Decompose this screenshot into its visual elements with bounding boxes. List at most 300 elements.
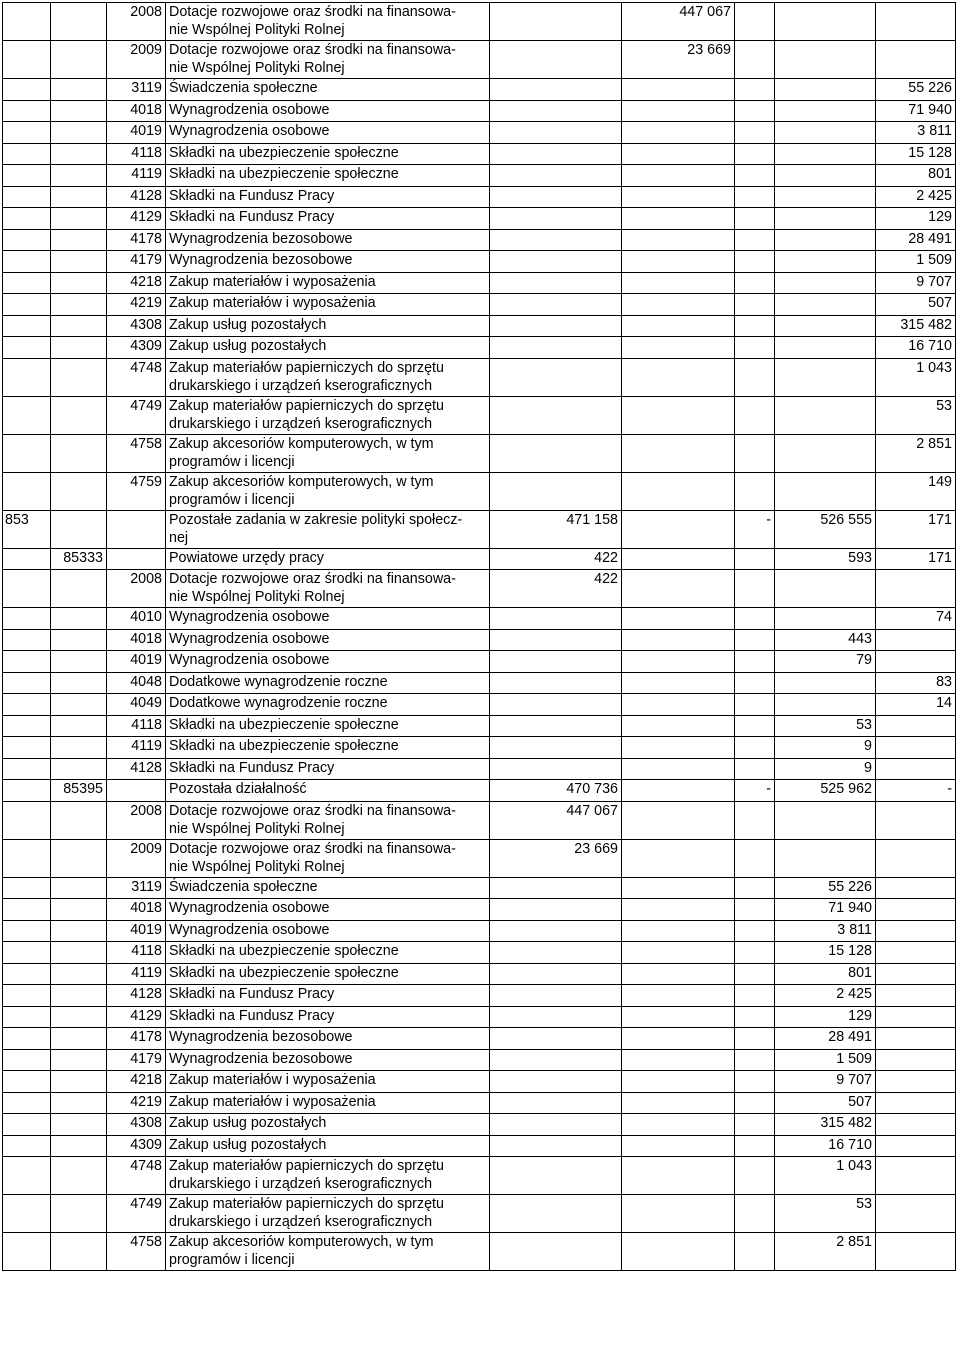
amount-col4-cell	[775, 315, 876, 337]
amount-col2-cell	[622, 1135, 735, 1157]
nazwa-line: Składki na Fundusz Pracy	[169, 759, 335, 776]
amount-col1-cell	[490, 396, 622, 434]
amount-col3-cell	[735, 548, 775, 570]
amount-col5-cell	[876, 758, 956, 780]
amount-col1-cell: 422	[490, 570, 622, 608]
table-row	[3, 337, 956, 359]
dzial-cell	[3, 570, 51, 608]
amount-col5-cell	[876, 1195, 956, 1233]
amount-col1-cell	[490, 79, 622, 101]
paragraf-cell: 4309	[107, 1135, 166, 1157]
rozdzial-cell	[51, 1028, 107, 1050]
amount-col5-cell: 149	[876, 472, 956, 510]
amount-col4-cell: 9 707	[775, 1071, 876, 1093]
amount-col1-cell	[490, 1195, 622, 1233]
nazwa-cell	[166, 1233, 490, 1271]
amount-col5-cell: 507	[876, 294, 956, 316]
amount-col2-cell	[622, 963, 735, 985]
table-body	[3, 3, 956, 1271]
nazwa-line: Zakup materiałów papierniczych do sprzętu	[169, 397, 444, 414]
nazwa-line: nie Wspólnej Polityki Rolnej	[169, 60, 345, 76]
nazwa-cell	[166, 963, 490, 985]
nazwa-cell	[166, 251, 490, 273]
amount-col1-cell	[490, 715, 622, 737]
rozdzial-cell	[51, 434, 107, 472]
table-row	[3, 229, 956, 251]
paragraf-cell: 2008	[107, 801, 166, 839]
rozdzial-cell	[51, 651, 107, 673]
paragraf-cell: 4179	[107, 251, 166, 273]
table-row	[3, 272, 956, 294]
amount-col3-cell	[735, 1135, 775, 1157]
dzial-cell	[3, 100, 51, 122]
nazwa-line: Składki na Fundusz Pracy	[169, 1007, 335, 1024]
nazwa-cell	[166, 165, 490, 187]
table-row	[3, 3, 956, 41]
rozdzial-cell	[51, 3, 107, 41]
rozdzial-cell	[51, 899, 107, 921]
amount-col5-cell	[876, 651, 956, 673]
dzial-cell	[3, 396, 51, 434]
amount-col5-cell: 315 482	[876, 315, 956, 337]
paragraf-cell: 4119	[107, 963, 166, 985]
table-row	[3, 1157, 956, 1195]
paragraf-cell: 2008	[107, 3, 166, 41]
amount-col2-cell	[622, 651, 735, 673]
amount-col4-cell	[775, 143, 876, 165]
amount-col3-cell	[735, 100, 775, 122]
nazwa-line: Zakup akcesoriów komputerowych, w tym	[169, 435, 434, 452]
nazwa-cell	[166, 143, 490, 165]
nazwa-line: Składki na Fundusz Pracy	[169, 986, 335, 1002]
nazwa-line: Składki na ubezpieczenie społeczne	[169, 738, 399, 754]
amount-col1-cell	[490, 294, 622, 316]
amount-col2-cell	[622, 315, 735, 337]
amount-col2-cell	[622, 396, 735, 434]
table-row	[3, 839, 956, 877]
amount-col1-cell	[490, 1071, 622, 1093]
nazwa-cell	[166, 358, 490, 396]
amount-col1-cell	[490, 920, 622, 942]
paragraf-cell: 2009	[107, 839, 166, 877]
dzial-cell	[3, 985, 51, 1007]
dzial-cell	[3, 1006, 51, 1028]
table-row	[3, 737, 956, 759]
amount-col1-cell	[490, 1233, 622, 1271]
amount-col1-cell	[490, 737, 622, 759]
rozdzial-cell	[51, 251, 107, 273]
paragraf-cell: 4219	[107, 294, 166, 316]
rozdzial-cell	[51, 985, 107, 1007]
nazwa-cell	[166, 1195, 490, 1233]
paragraf-cell: 4128	[107, 758, 166, 780]
nazwa-line: Wynagrodzenia bezosobowe	[169, 1050, 353, 1067]
nazwa-cell	[166, 899, 490, 921]
nazwa-line: Wynagrodzenia osobowe	[169, 123, 330, 139]
dzial-cell	[3, 434, 51, 472]
nazwa-line: Wynagrodzenia osobowe	[169, 921, 330, 938]
amount-col2-cell	[622, 434, 735, 472]
amount-col3-cell	[735, 3, 775, 41]
amount-col5-cell	[876, 1135, 956, 1157]
amount-col3-cell: -	[735, 510, 775, 548]
amount-col1-cell	[490, 186, 622, 208]
nazwa-cell	[166, 715, 490, 737]
amount-col2-cell	[622, 1195, 735, 1233]
amount-col4-cell	[775, 229, 876, 251]
amount-col4-cell: 9	[775, 758, 876, 780]
amount-col4-cell: 9	[775, 737, 876, 759]
table-row	[3, 358, 956, 396]
table-row	[3, 920, 956, 942]
budget-table	[2, 2, 956, 1271]
amount-col1-cell	[490, 985, 622, 1007]
paragraf-cell: 4118	[107, 715, 166, 737]
paragraf-cell: 4119	[107, 165, 166, 187]
nazwa-line: Świadczenia społeczne	[169, 878, 318, 895]
amount-col5-cell	[876, 1157, 956, 1195]
amount-col2-cell	[622, 1006, 735, 1028]
amount-col5-cell	[876, 3, 956, 41]
paragraf-cell: 4179	[107, 1049, 166, 1071]
nazwa-line: Zakup materiałów papierniczych do sprzętu	[169, 359, 444, 376]
amount-col1-cell	[490, 272, 622, 294]
rozdzial-cell	[51, 165, 107, 187]
amount-col5-cell: 83	[876, 672, 956, 694]
amount-col4-cell: 593	[775, 548, 876, 570]
amount-col4-cell	[775, 839, 876, 877]
paragraf-cell: 4018	[107, 629, 166, 651]
table-row	[3, 510, 956, 548]
table-row	[3, 1092, 956, 1114]
amount-col3-cell	[735, 758, 775, 780]
amount-col1-cell	[490, 100, 622, 122]
nazwa-cell	[166, 1049, 490, 1071]
dzial-cell	[3, 165, 51, 187]
amount-col3-cell	[735, 315, 775, 337]
nazwa-line: Wynagrodzenia osobowe	[169, 630, 330, 647]
nazwa-line: Składki na Fundusz Pracy	[169, 187, 335, 204]
amount-col2-cell	[622, 510, 735, 548]
amount-col2-cell	[622, 294, 735, 316]
paragraf-cell	[107, 548, 166, 570]
table-row	[3, 1233, 956, 1271]
rozdzial-cell	[51, 143, 107, 165]
table-row	[3, 143, 956, 165]
amount-col1-cell	[490, 1157, 622, 1195]
amount-col5-cell: 129	[876, 208, 956, 230]
amount-col1-cell	[490, 899, 622, 921]
amount-col4-cell: 1 509	[775, 1049, 876, 1071]
nazwa-cell	[166, 337, 490, 359]
rozdzial-cell	[51, 272, 107, 294]
dzial-cell: 853	[3, 510, 51, 548]
paragraf-cell: 4758	[107, 434, 166, 472]
nazwa-cell	[166, 472, 490, 510]
table-row	[3, 41, 956, 79]
nazwa-line: Świadczenia społeczne	[169, 80, 318, 96]
nazwa-cell	[166, 122, 490, 144]
table-row	[3, 608, 956, 630]
nazwa-cell	[166, 548, 490, 570]
nazwa-line: Pozostała działalność	[169, 781, 307, 797]
nazwa-line: nie Wspólnej Polityki Rolnej	[169, 820, 345, 837]
dzial-cell	[3, 839, 51, 877]
table-row	[3, 985, 956, 1007]
rozdzial-cell	[51, 1233, 107, 1271]
amount-col3-cell	[735, 1195, 775, 1233]
amount-col4-cell: 315 482	[775, 1114, 876, 1136]
amount-col2-cell	[622, 100, 735, 122]
amount-col1-cell	[490, 3, 622, 41]
paragraf-cell: 3119	[107, 79, 166, 101]
table-row	[3, 694, 956, 716]
amount-col5-cell: 1 043	[876, 358, 956, 396]
rozdzial-cell	[51, 1092, 107, 1114]
amount-col4-cell	[775, 208, 876, 230]
amount-col3-cell	[735, 79, 775, 101]
paragraf-cell: 4048	[107, 672, 166, 694]
table-row	[3, 780, 956, 802]
nazwa-cell	[166, 942, 490, 964]
amount-col4-cell: 3 811	[775, 920, 876, 942]
amount-col2-cell	[622, 1028, 735, 1050]
amount-col1-cell	[490, 608, 622, 630]
amount-col2-cell	[622, 1114, 735, 1136]
rozdzial-cell	[51, 1157, 107, 1195]
amount-col4-cell: 28 491	[775, 1028, 876, 1050]
amount-col5-cell	[876, 570, 956, 608]
amount-col2-cell	[622, 358, 735, 396]
amount-col2-cell	[622, 629, 735, 651]
amount-col4-cell	[775, 79, 876, 101]
rozdzial-cell	[51, 208, 107, 230]
dzial-cell	[3, 920, 51, 942]
dzial-cell	[3, 694, 51, 716]
nazwa-cell	[166, 434, 490, 472]
dzial-cell	[3, 1233, 51, 1271]
amount-col2-cell	[622, 251, 735, 273]
nazwa-cell	[166, 41, 490, 79]
amount-col4-cell: 526 555	[775, 510, 876, 548]
amount-col5-cell: 71 940	[876, 100, 956, 122]
amount-col4-cell	[775, 570, 876, 608]
amount-col4-cell	[775, 801, 876, 839]
rozdzial-cell: 85333	[51, 548, 107, 570]
table-row	[3, 758, 956, 780]
table-row	[3, 251, 956, 273]
amount-col5-cell: 74	[876, 608, 956, 630]
paragraf-cell: 4748	[107, 358, 166, 396]
amount-col1-cell: 447 067	[490, 801, 622, 839]
amount-col1-cell	[490, 208, 622, 230]
table-row	[3, 79, 956, 101]
paragraf-cell: 4010	[107, 608, 166, 630]
amount-col4-cell: 129	[775, 1006, 876, 1028]
nazwa-cell	[166, 920, 490, 942]
rozdzial-cell	[51, 570, 107, 608]
dzial-cell	[3, 1135, 51, 1157]
dzial-cell	[3, 208, 51, 230]
rozdzial-cell	[51, 920, 107, 942]
nazwa-line: programów i licencji	[169, 453, 295, 470]
nazwa-line: Dotacje rozwojowe oraz środki na finansowa-	[169, 840, 456, 857]
rozdzial-cell	[51, 1135, 107, 1157]
table-row	[3, 715, 956, 737]
rozdzial-cell	[51, 672, 107, 694]
nazwa-line: Dotacje rozwojowe oraz środki na finansowa-	[169, 571, 456, 587]
nazwa-cell	[166, 985, 490, 1007]
amount-col2-cell	[622, 272, 735, 294]
table-row	[3, 1006, 956, 1028]
paragraf-cell: 4309	[107, 337, 166, 359]
dzial-cell	[3, 1092, 51, 1114]
rozdzial-cell	[51, 715, 107, 737]
table-row	[3, 899, 956, 921]
rozdzial-cell	[51, 41, 107, 79]
paragraf-cell: 4019	[107, 122, 166, 144]
rozdzial-cell	[51, 79, 107, 101]
dzial-cell	[3, 801, 51, 839]
rozdzial-cell	[51, 877, 107, 899]
dzial-cell	[3, 629, 51, 651]
nazwa-line: Składki na ubezpieczenie społeczne	[169, 166, 399, 182]
amount-col4-cell	[775, 251, 876, 273]
amount-col4-cell	[775, 608, 876, 630]
dzial-cell	[3, 672, 51, 694]
amount-col2-cell	[622, 608, 735, 630]
amount-col4-cell	[775, 472, 876, 510]
amount-col5-cell	[876, 920, 956, 942]
amount-col1-cell	[490, 629, 622, 651]
paragraf-cell: 4758	[107, 1233, 166, 1271]
paragraf-cell: 4128	[107, 985, 166, 1007]
nazwa-cell	[166, 1135, 490, 1157]
nazwa-line: drukarskiego i urządzeń kserograficznych	[169, 1214, 433, 1230]
amount-col4-cell	[775, 165, 876, 187]
amount-col5-cell	[876, 1233, 956, 1271]
table-row	[3, 651, 956, 673]
dzial-cell	[3, 122, 51, 144]
table-row	[3, 100, 956, 122]
amount-col3-cell	[735, 1028, 775, 1050]
amount-col4-cell: 801	[775, 963, 876, 985]
amount-col2-cell: 447 067	[622, 3, 735, 41]
nazwa-line: Składki na ubezpieczenie społeczne	[169, 144, 399, 161]
amount-col1-cell	[490, 672, 622, 694]
nazwa-cell	[166, 608, 490, 630]
amount-col4-cell: 2 851	[775, 1233, 876, 1271]
amount-col5-cell: 171	[876, 510, 956, 548]
table-row	[3, 942, 956, 964]
paragraf-cell: 4118	[107, 942, 166, 964]
amount-col3-cell	[735, 608, 775, 630]
paragraf-cell: 4049	[107, 694, 166, 716]
rozdzial-cell	[51, 963, 107, 985]
amount-col1-cell	[490, 651, 622, 673]
amount-col1-cell: 23 669	[490, 839, 622, 877]
paragraf-cell: 4749	[107, 1195, 166, 1233]
paragraf-cell: 2009	[107, 41, 166, 79]
table-row	[3, 186, 956, 208]
nazwa-cell	[166, 1028, 490, 1050]
amount-col3-cell	[735, 694, 775, 716]
amount-col5-cell: 3 811	[876, 122, 956, 144]
amount-col2-cell	[622, 337, 735, 359]
nazwa-line: nie Wspólnej Polityki Rolnej	[169, 858, 345, 875]
amount-col1-cell	[490, 358, 622, 396]
paragraf-cell: 3119	[107, 877, 166, 899]
amount-col2-cell	[622, 737, 735, 759]
paragraf-cell: 4018	[107, 899, 166, 921]
amount-col4-cell	[775, 3, 876, 41]
paragraf-cell: 2008	[107, 570, 166, 608]
amount-col3-cell	[735, 801, 775, 839]
nazwa-line: Zakup materiałów i wyposażenia	[169, 1072, 376, 1088]
nazwa-line: drukarskiego i urządzeń kserograficznych	[169, 415, 433, 432]
amount-col3-cell: -	[735, 780, 775, 802]
amount-col5-cell	[876, 1028, 956, 1050]
amount-col5-cell: 15 128	[876, 143, 956, 165]
dzial-cell	[3, 651, 51, 673]
nazwa-line: programów i licencji	[169, 1252, 295, 1268]
amount-col4-cell	[775, 337, 876, 359]
rozdzial-cell	[51, 122, 107, 144]
amount-col5-cell	[876, 1114, 956, 1136]
dzial-cell	[3, 315, 51, 337]
nazwa-line: Wynagrodzenia bezosobowe	[169, 230, 353, 247]
dzial-cell	[3, 143, 51, 165]
table-row	[3, 165, 956, 187]
table-row	[3, 396, 956, 434]
amount-col5-cell	[876, 41, 956, 79]
amount-col1-cell	[490, 41, 622, 79]
amount-col5-cell	[876, 985, 956, 1007]
table-row	[3, 963, 956, 985]
dzial-cell	[3, 1157, 51, 1195]
nazwa-line: Dotacje rozwojowe oraz środki na finansowa-	[169, 4, 456, 20]
amount-col3-cell	[735, 629, 775, 651]
nazwa-cell	[166, 672, 490, 694]
paragraf-cell: 4759	[107, 472, 166, 510]
nazwa-line: Wynagrodzenia osobowe	[169, 101, 330, 118]
rozdzial-cell	[51, 229, 107, 251]
amount-col4-cell: 443	[775, 629, 876, 651]
amount-col3-cell	[735, 570, 775, 608]
paragraf-cell: 4178	[107, 229, 166, 251]
amount-col3-cell	[735, 122, 775, 144]
dzial-cell	[3, 1195, 51, 1233]
table-row	[3, 1195, 956, 1233]
rozdzial-cell	[51, 294, 107, 316]
amount-col5-cell	[876, 629, 956, 651]
amount-col4-cell	[775, 272, 876, 294]
rozdzial-cell	[51, 1071, 107, 1093]
amount-col4-cell: 79	[775, 651, 876, 673]
amount-col1-cell: 422	[490, 548, 622, 570]
table-row	[3, 208, 956, 230]
amount-col5-cell	[876, 899, 956, 921]
amount-col4-cell: 1 043	[775, 1157, 876, 1195]
dzial-cell	[3, 358, 51, 396]
amount-col3-cell	[735, 358, 775, 396]
dzial-cell	[3, 1071, 51, 1093]
amount-col3-cell	[735, 1114, 775, 1136]
amount-col1-cell: 471 158	[490, 510, 622, 548]
nazwa-line: Dotacje rozwojowe oraz środki na finansowa-	[169, 42, 456, 58]
amount-col4-cell	[775, 294, 876, 316]
paragraf-cell: 4218	[107, 1071, 166, 1093]
